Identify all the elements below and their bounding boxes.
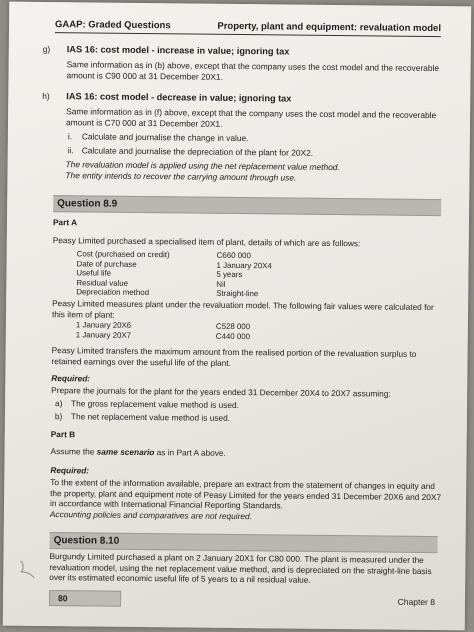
section-h-label: h) [42, 90, 50, 102]
part-a-intro: Peasy Limited purchased a specialised item of plant, details of which are as follows: [52, 235, 361, 249]
fair-value-intro: Peasy Limited measures plant under the revaluation model. The following fair values were calculated for this item of plant: [51, 298, 434, 320]
table-row: 1 January 20X6 C528 000 [75, 320, 251, 332]
section-g-heading: IAS 16: cost model - increase in value; ignoring tax [66, 44, 290, 57]
table-row: Depreciation method Straight-line [76, 287, 259, 299]
required-label-2: Required: [50, 465, 90, 476]
section-h-note: The entity intends to recover the carrying amount through use. [65, 170, 297, 183]
table-row: Residual value Nil [76, 277, 226, 289]
transfer-text: Peasy Limited transfers the maximum amount from the realised portion of the revaluation surplus to retained earnings over the useful life of the plant. [51, 345, 417, 368]
table-row: Date of purchase 1 January 20X4 [76, 258, 272, 270]
section-g-label: g) [42, 43, 51, 55]
required-item: b) The net replacement value method is used. [54, 411, 231, 423]
section-h-text: Same information as in (f) above, except that the company uses the cost model and the recoverable amount is C70 000 at 31 December 20X1. [65, 106, 437, 129]
required-item: a) The gross replacement value method is used. [55, 398, 239, 411]
question-8-9-heading: Question 8.9 [53, 195, 441, 216]
table-row: Cost (purchased on credit) C660 000 [76, 249, 251, 261]
section-h [42, 90, 452, 185]
table-row: 1 January 20X7 C440 000 [75, 329, 251, 341]
section-g-text: Same information as in (b) above, except that the company uses the cost model and the recoverable amount is C90 000 at 31 December 20X1. [66, 59, 440, 82]
part-b-note: Accounting policies and comparatives are not required. [49, 509, 252, 522]
required-text-2: To the extent of the information available, prepare an extract from the statement of changes in equity and the property, plant and equipment note of Peasy Limited for the years ended 31 December 20X6 and 20X7 in accordance with International Financial Reporting Standards. [49, 477, 442, 511]
part-b-text: Assume the same scenario as in Part A above. [50, 446, 226, 458]
part-b-label: Part B [50, 429, 76, 440]
running-header [55, 16, 441, 37]
question-8-10-heading: Question 8.10 [50, 532, 438, 553]
header-book-title: GAAP: Graded Questions [54, 19, 171, 32]
section-h-heading: IAS 16: cost model - decrease in value; ignoring tax [66, 91, 292, 104]
page-number: 80 [49, 590, 121, 607]
header-chapter-title: Property, plant and equipment: revaluation model [217, 20, 442, 35]
page-footer [49, 590, 435, 610]
section-h-item: ii. Calculate and journalise the depreciation of the plant for 20X2. [67, 145, 314, 158]
chapter-label: Chapter 8 [397, 596, 436, 608]
textbook-page [3, 2, 472, 631]
section-h-note: The revaluation model is applied using the net replacement value method. [65, 159, 340, 173]
section-g [42, 43, 452, 85]
required-label: Required: [51, 373, 91, 384]
fair-values-table [76, 320, 376, 342]
plant-details-table [76, 249, 376, 300]
section-h-item: i. Calculate and journalise the change in value. [67, 131, 249, 144]
required-text: Prepare the journals for the plant for the years ended 31 December 20X4 to 20X7 assuming: [51, 385, 391, 399]
part-a-label: Part A [52, 217, 78, 228]
question-8-10-text: Burgundy Limited purchased a plant on 2 January 20X1 for C80 000. The plant is measured under the revaluation model, using the net replacement value method, and is depreciated on the straight-line basis over its estimated economic useful life of 5 years to a nil residual value. [49, 551, 432, 585]
table-row: Useful life 5 years [76, 268, 243, 280]
pencil-mark-icon [17, 558, 37, 580]
